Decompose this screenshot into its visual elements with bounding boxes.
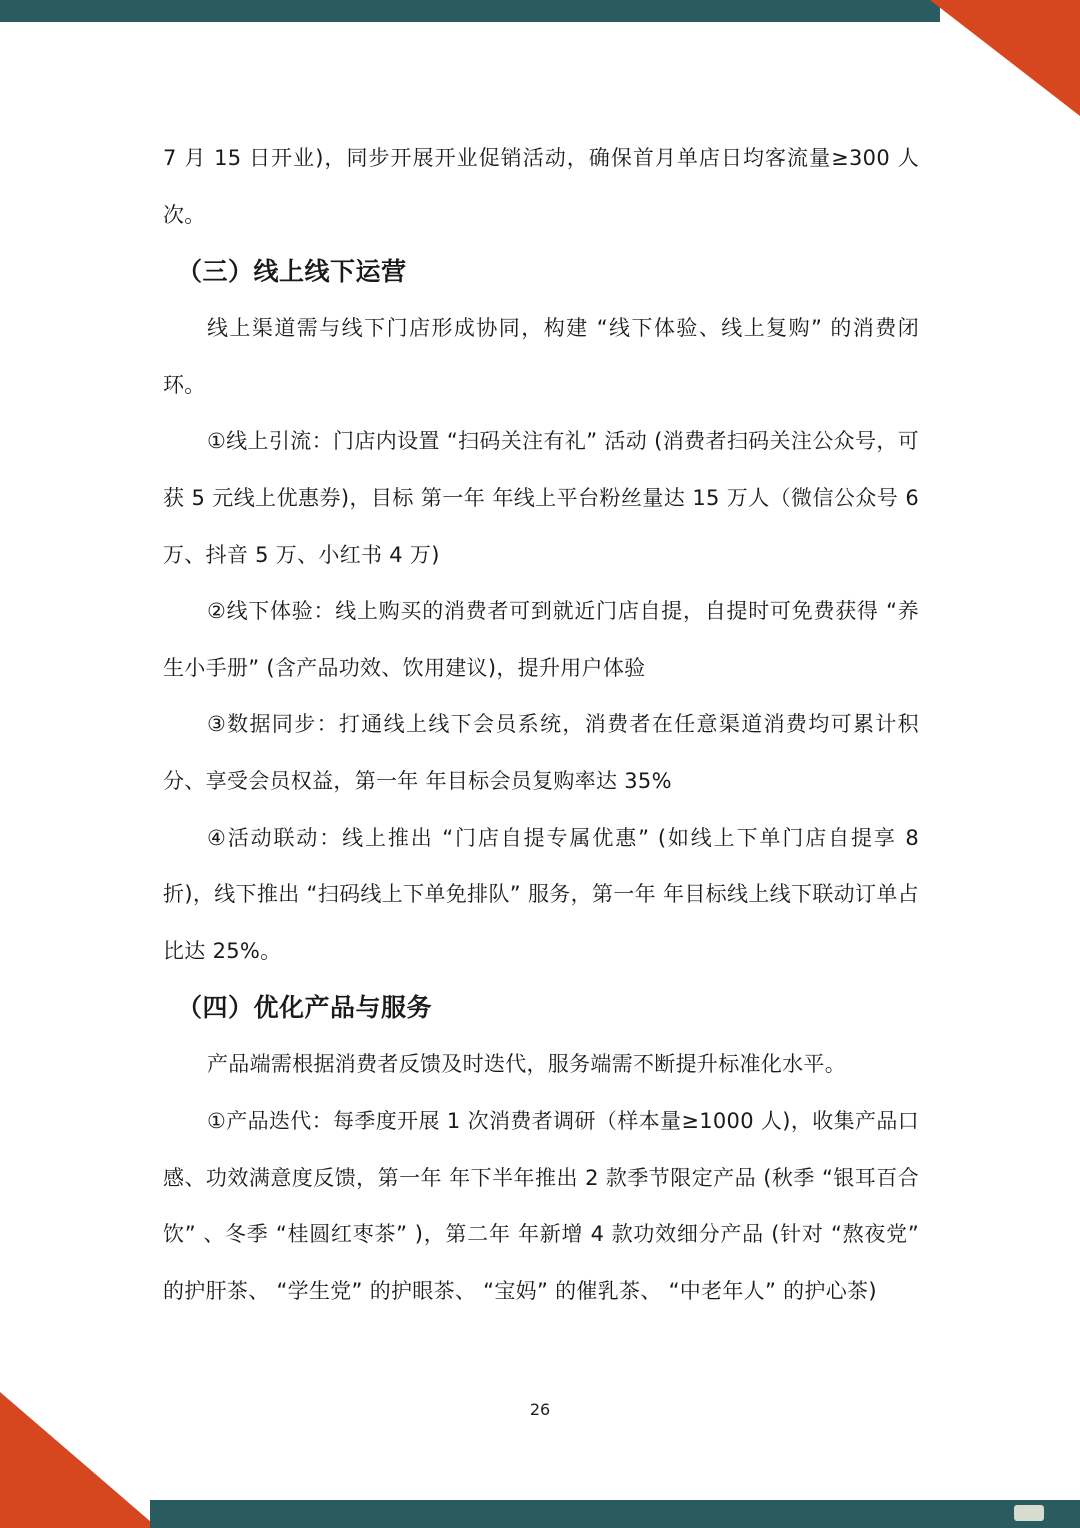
section-heading: （四）优化产品与服务	[177, 993, 433, 1023]
watermark-badge	[1014, 1505, 1044, 1521]
body-paragraph: ①线上引流：门店内设置 “扫码关注有礼” 活动 (消费者扫码关注公众号，可获 5 元线上优惠券)，目标 第一年 年线上平台粉丝量达 15 万人（微信公众号 6 万、抖音 5 万、小红书 4 万)	[163, 429, 919, 567]
bottom-decorative-bar	[0, 1500, 1080, 1528]
body-paragraph: ③数据同步：打通线上线下会员系统，消费者在任意渠道消费均可累计积分、享受会员权益，第一年 年目标会员复购率达 35%	[163, 712, 919, 793]
top-right-orange-triangle	[930, 0, 1080, 116]
body-paragraph: 产品端需根据消费者反馈及时迭代，服务端需不断提升标准化水平。	[207, 1052, 846, 1077]
body-paragraph: 7 月 15 日开业)，同步开展开业促销活动，确保首月单店日均客流量≥300 人次。	[163, 146, 919, 227]
body-paragraph: ①产品迭代：每季度开展 1 次消费者调研（样本量≥1000 人)，收集产品口感、功效满意度反馈，第一年 年下半年推出 2 款季节限定产品 (秋季 “银耳百合饮” 、冬季 “桂圆红枣茶” )，第二年 年新增 4 款功效细分产品 (针对 “熬夜党” 的护肝茶、 “学生党” 的护眼茶、 “宝妈” 的催乳茶、 “中老年人” 的护心茶)	[163, 1108, 919, 1303]
top-decorative-bar	[0, 0, 1080, 22]
section-heading: （三）线上线下运营	[177, 257, 407, 287]
document-body	[163, 130, 919, 1319]
bottom-teal-band	[150, 1500, 1080, 1528]
top-teal-band	[0, 0, 940, 22]
body-paragraph: ②线下体验：线上购买的消费者可到就近门店自提，自提时可免费获得 “养生小手册” (含产品功效、饮用建议)，提升用户体验	[163, 599, 919, 680]
page-number: 26	[529, 1400, 551, 1419]
body-paragraph: 线上渠道需与线下门店形成协同，构建 “线下体验、线上复购” 的消费闭环。	[163, 316, 919, 397]
body-paragraph: ④活动联动：线上推出 “门店自提专属优惠” (如线上下单门店自提享 8 折)，线下推出 “扫码线上下单免排队” 服务，第一年 年目标线上线下联动订单占比达 25%。	[163, 825, 919, 963]
